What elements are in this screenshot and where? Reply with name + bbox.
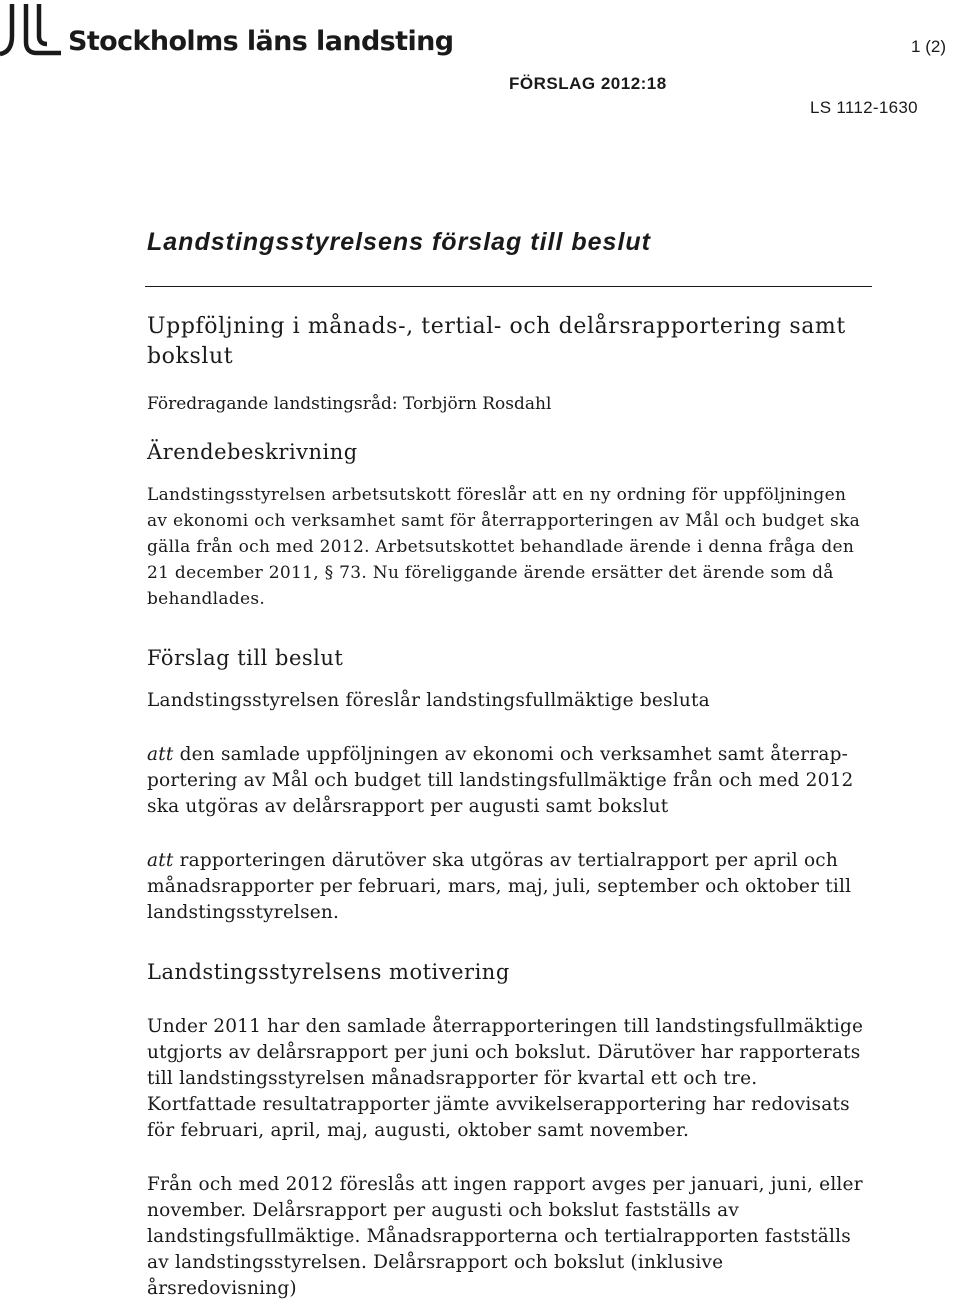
sll-emblem-icon	[0, 2, 62, 58]
section-heading-motivation: Landstingsstyrelsens motivering	[147, 960, 510, 984]
spacer	[147, 926, 867, 958]
spacer	[147, 612, 867, 644]
document-body	[147, 312, 867, 1302]
motivation-paragraph-2: Från och med 2012 föreslås att ingen rapport avges per januari, juni, eller november. Delårsrapport per augusti och bokslut fastställs av landstingsfullmäktige. Månadsrapporterna och tertialrapporten fastställs av landstingsstyrelsen. Delårsrapport och bokslut (inklusive årsredovisning)	[147, 1174, 863, 1299]
att-keyword: att	[147, 744, 174, 765]
document-reference: LS 1112-1630	[810, 98, 918, 117]
proposal-item-1	[147, 742, 867, 820]
spacer	[147, 714, 867, 742]
page-number: 1 (2)	[911, 37, 946, 56]
spacer	[147, 1144, 867, 1172]
spacer	[147, 1002, 867, 1014]
section-heading-description: Ärendebeskrivning	[147, 440, 358, 464]
description-paragraph: Landstingsstyrelsen arbetsutskott föreslår att en ny ordning för uppföljningen av ekonomi och verksamhet samt för återrapporteringen av Mål och budget ska gälla från och med 2012. Arbetsutskottet behandlade ärende i denna fråga den 21 december 2011, § 73. Nu föreliggande ärende ersätter det ärende som då behandlades.	[147, 485, 861, 609]
subject-line-1: Uppföljning i månads-, tertial- och delårsrapportering samt	[147, 314, 846, 339]
page-title: Landstingsstyrelsens förslag till beslut	[147, 228, 652, 256]
presenter-line: Föredragande landstingsråd: Torbjörn Rosdahl	[147, 394, 552, 414]
proposal-item-2-text: rapporteringen därutöver ska utgöras av tertialrapport per april och månadsrapporter per februari, mars, maj, juli, september och oktober till landstingsstyrelsen.	[147, 850, 852, 923]
org-logo	[0, 2, 453, 60]
proposal-item-1-text: den samlade uppföljningen av ekonomi och verksamhet samt återrapportering av Mål och budget till landstingsfullmäktige från och med 2012 ska utgöras av delårsrapport per augusti samt bokslut	[147, 744, 854, 817]
motivation-paragraph-1: Under 2011 har den samlade återrapporteringen till landstingsfullmäktige utgjorts av delårsrapport per juni och bokslut. Därutöver har rapporterats till landstingsstyrelsen månadsrapporter för kvartal ett och tre. Kortfattade resultatrapporter jämte avvikelserapportering har redovisats för februari, april, maj, augusti, oktober samt november.	[147, 1016, 864, 1141]
org-name: Stockholms läns landsting	[68, 26, 454, 57]
subject-heading	[147, 312, 867, 372]
att-keyword: att	[147, 850, 174, 871]
subject-line-2: bokslut	[147, 344, 234, 369]
section-heading-proposal: Förslag till beslut	[147, 646, 344, 670]
document-type: FÖRSLAG 2012:18	[509, 74, 667, 93]
title-divider	[145, 286, 872, 287]
proposal-item-2	[147, 848, 867, 926]
spacer	[147, 820, 867, 848]
proposal-intro: Landstingsstyrelsen föreslår landstingsfullmäktige besluta	[147, 690, 710, 711]
